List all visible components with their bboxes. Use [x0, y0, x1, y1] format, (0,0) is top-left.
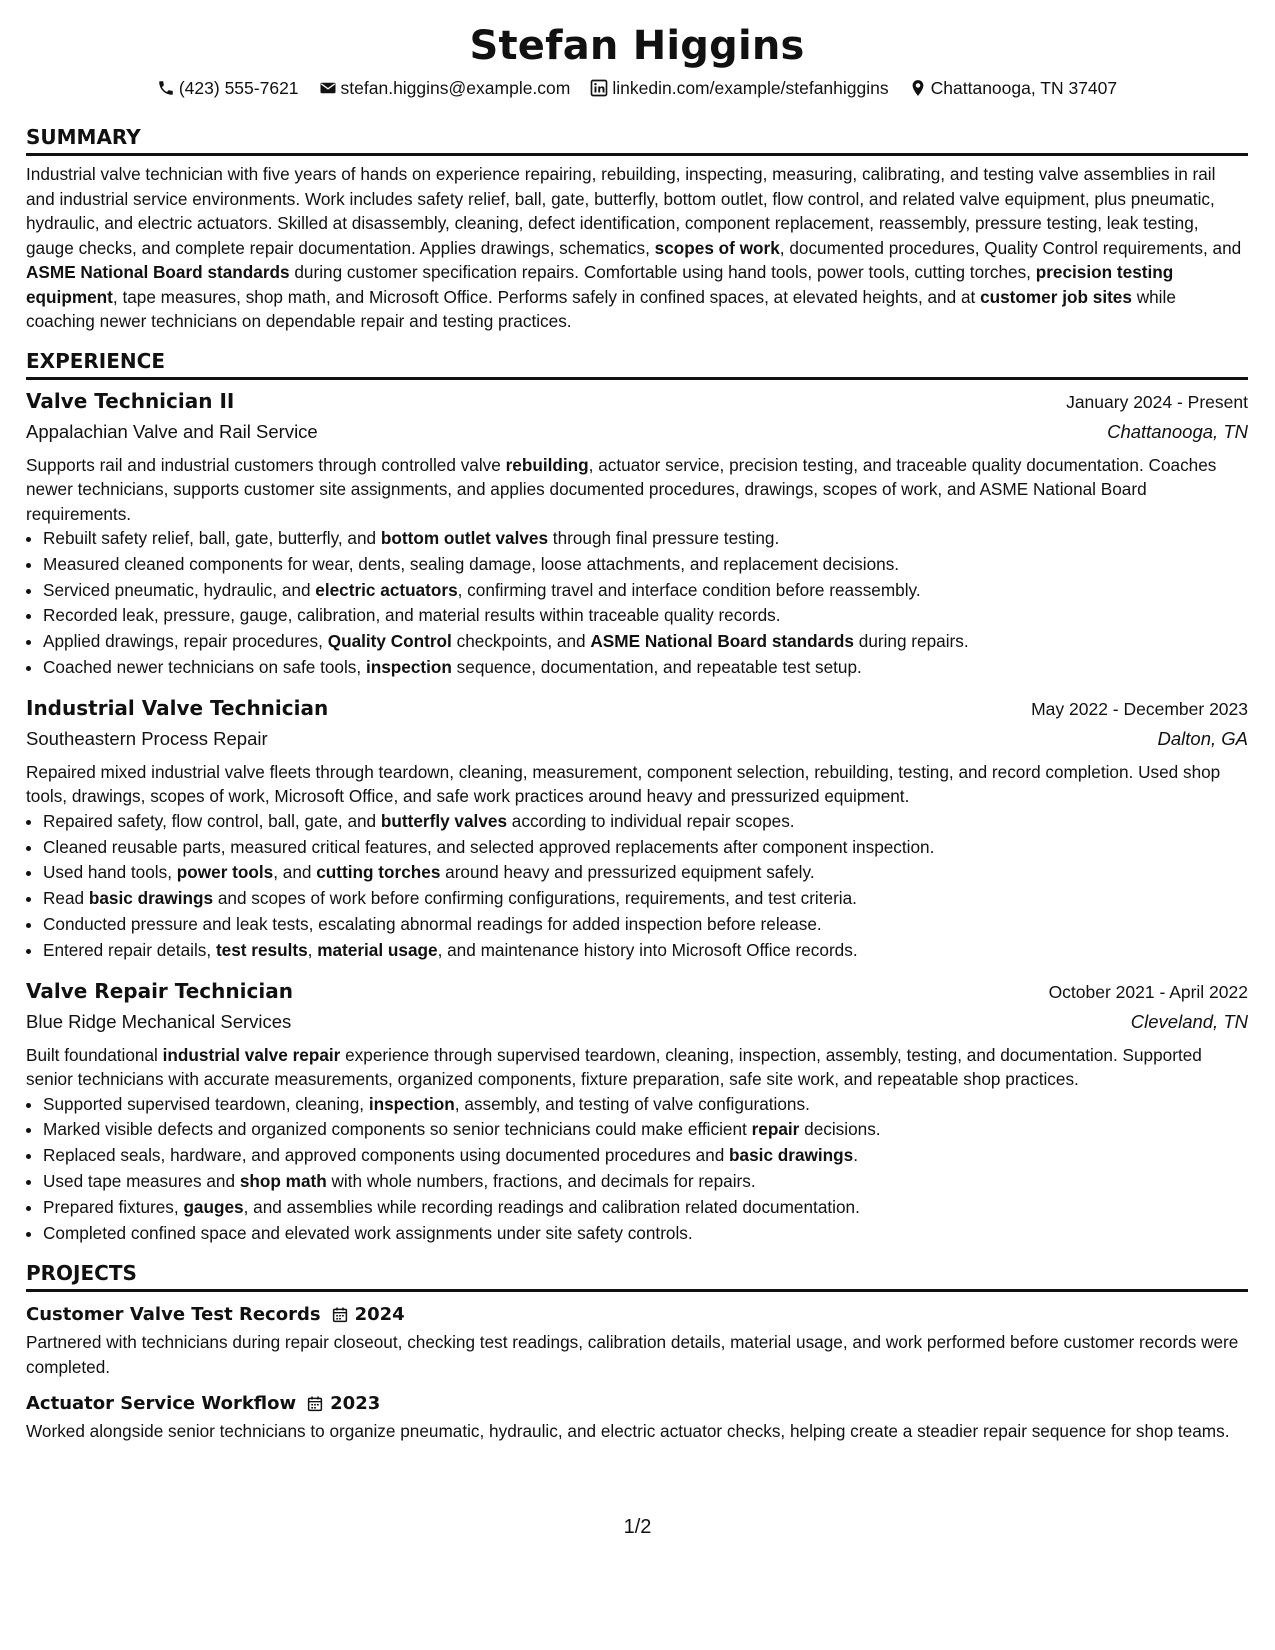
- bullet-item: • Coached newer technicians on safe tools, inspection sequence, documentation, and repeatable test setup.: [43, 655, 1248, 681]
- phone-text: (423) 555-7621: [178, 78, 299, 98]
- bold-keyword: repair: [751, 1119, 800, 1140]
- bullet-item: • Rebuilt safety relief, ball, gate, butterfly, and bottom outlet valves through final pressure testing.: [43, 526, 1248, 552]
- job-entry: [26, 976, 1248, 1247]
- bold-keyword: ASME National Board standards: [590, 631, 854, 652]
- project-entry: [26, 1389, 1248, 1444]
- project-name: Customer Valve Test Records: [26, 1304, 321, 1326]
- bold-keyword: basic drawings: [729, 1145, 854, 1166]
- linkedin-link[interactable]: linkedin.com/example/stefanhiggins: [612, 78, 889, 98]
- bold-keyword: scopes of work: [654, 237, 780, 258]
- bullet-item: • Conducted pressure and leak tests, escalating abnormal readings for added inspection before release.: [43, 912, 1248, 938]
- bullet-item: • Recorded leak, pressure, gauge, calibration, and material results within traceable quality records.: [43, 603, 1248, 629]
- bold-keyword: Quality Control: [327, 631, 452, 652]
- job-entry: [26, 693, 1248, 964]
- job-location: Chattanooga, TN: [1107, 420, 1248, 442]
- bold-keyword: rebuilding: [505, 454, 589, 475]
- bold-keyword: shop math: [239, 1170, 327, 1191]
- summary-text: Industrial valve technician with five years of hands on experience repairing, rebuilding, inspecting, measuring, calibrating, and testing valve assemblies in rail and industrial service environments. Work includes safety relief, ball, gate, butterfly, bottom outlet, flow control, and related valve equipment, plus pneumatic, hydraulic, and electric actuators. Skilled at disassembly, cleaning, defect identification, component replacement, reassembly, pressure testing, leak testing, gauge checks, and complete repair documentation. Applies drawings, schematics, scopes of work, documented procedures, Quality Control requirements, and ASME National Board standards during customer specification repairs. Comfortable using hand tools, power tools, cutting torches, precision testing equipment, tape measures, shop math, and Microsoft Office. Performs safely in confined spaces, at elevated heights, and at customer job sites while coaching newer technicians on dependable repair and testing practices.: [26, 164, 1242, 331]
- job-bullets: [26, 1092, 1248, 1247]
- linkedin-icon: [590, 79, 608, 97]
- bold-keyword: test results: [215, 939, 308, 960]
- bold-keyword: basic drawings: [88, 888, 214, 909]
- bold-keyword: inspection: [368, 1093, 455, 1114]
- contact-phone: [157, 76, 299, 100]
- contact-bar: [26, 76, 1248, 100]
- candidate-name: Stefan Higgins: [469, 23, 805, 69]
- bold-keyword: bottom outlet valves: [380, 528, 549, 548]
- contact-location: [909, 76, 1117, 100]
- bullet-item: • Serviced pneumatic, hydraulic, and electric actuators, confirming travel and interface condition before reassembly.: [43, 578, 1248, 604]
- experience-heading: EXPERIENCE: [26, 348, 1248, 380]
- bullet-item: • Prepared fixtures, gauges, and assemblies while recording readings and calibration related documentation.: [43, 1195, 1248, 1221]
- bold-keyword: industrial valve repair: [162, 1044, 341, 1065]
- bullet-item: • Entered repair details, test results, material usage, and maintenance history into Microsoft Office records.: [43, 938, 1248, 964]
- job-title: Valve Technician II: [26, 388, 235, 413]
- bold-keyword: electric actuators: [315, 579, 458, 600]
- bullet-item: • Repaired safety, flow control, ball, gate, and butterfly valves according to individual repair scopes.: [43, 809, 1248, 835]
- summary-section: [26, 124, 1248, 334]
- job-location: Dalton, GA: [1157, 727, 1248, 749]
- bullet-item: • Used tape measures and shop math with whole numbers, fractions, and decimals for repairs.: [43, 1169, 1248, 1195]
- bold-keyword: gauges: [183, 1196, 244, 1217]
- phone-icon: [157, 79, 175, 97]
- job-company: Blue Ridge Mechanical Services: [26, 1010, 292, 1032]
- job-description: Supports rail and industrial customers through controlled valve rebuilding, actuator service, precision testing, and traceable quality documentation. Coaches newer technicians, supports customer site assignments, and applies documented procedures, drawings, scopes of work, and ASME National Board requirements.: [26, 454, 1217, 524]
- bold-keyword: precision testing equipment: [26, 262, 1174, 307]
- bold-keyword: butterfly valves: [380, 810, 508, 831]
- email-link[interactable]: stefan.higgins@example.com: [340, 78, 571, 98]
- bold-keyword: cutting torches: [316, 862, 441, 883]
- bullet-item: • Completed confined space and elevated work assignments under site safety controls.: [43, 1221, 1248, 1247]
- projects-section: [26, 1260, 1248, 1444]
- job-location: Cleveland, TN: [1130, 1010, 1248, 1032]
- location-text: Chattanooga, TN 37407: [930, 78, 1118, 98]
- calendar-icon: [306, 1395, 324, 1413]
- projects-heading: PROJECTS: [26, 1260, 1248, 1292]
- job-title: Valve Repair Technician: [26, 978, 293, 1003]
- project-name: Actuator Service Workflow: [26, 1393, 297, 1415]
- job-dates: January 2024 - Present: [1066, 391, 1248, 412]
- contact-email[interactable]: [319, 76, 571, 100]
- job-title: Industrial Valve Technician: [26, 695, 329, 720]
- bold-keyword: customer job sites: [980, 286, 1132, 307]
- job-description: Built foundational industrial valve repair experience through supervised teardown, cleaning, inspection, assembly, testing, and documentation. Supported senior technicians with accurate measurements, organized components, fixture preparation, safe site work, and repeatable shop practices.: [26, 1044, 1202, 1090]
- map-pin-icon: [909, 79, 927, 97]
- bold-keyword: material usage: [317, 939, 438, 960]
- bullet-item: • Used hand tools, power tools, and cutting torches around heavy and pressurized equipment safely.: [43, 860, 1248, 886]
- bullet-item: • Read basic drawings and scopes of work before confirming configurations, requirements, and test criteria.: [43, 886, 1248, 912]
- project-description: Worked alongside senior technicians to organize pneumatic, hydraulic, and electric actuator checks, helping create a steadier repair sequence for shop teams.: [26, 1421, 1230, 1442]
- job-dates: October 2021 - April 2022: [1048, 981, 1248, 1002]
- experience-section: [26, 348, 1248, 1247]
- contact-linkedin[interactable]: [590, 76, 888, 100]
- project-year: 2023: [330, 1393, 381, 1415]
- job-dates: May 2022 - December 2023: [1031, 698, 1248, 719]
- bold-keyword: ASME National Board standards: [26, 262, 290, 282]
- job-bullets: [26, 809, 1248, 964]
- job-company: Southeastern Process Repair: [26, 727, 268, 749]
- job-description: Repaired mixed industrial valve fleets through teardown, cleaning, measurement, component selection, rebuilding, testing, and record completion. Used shop tools, drawings, scopes of work, Microsoft Office, and safe work practices around heavy and pressurized equipment.: [26, 761, 1221, 807]
- envelope-icon: [319, 79, 337, 97]
- bullet-item: • Marked visible defects and organized components so senior technicians could make efficient repair decisions.: [43, 1117, 1248, 1143]
- page-number: 1/2: [623, 1516, 652, 1538]
- job-bullets: [26, 526, 1248, 681]
- bold-keyword: inspection: [365, 656, 452, 677]
- bold-keyword: power tools: [176, 862, 274, 883]
- bullet-item: • Cleaned reusable parts, measured critical features, and selected approved replacements after component inspection.: [43, 835, 1248, 861]
- project-year: 2024: [354, 1304, 405, 1326]
- job-company: Appalachian Valve and Rail Service: [26, 420, 318, 442]
- job-entry: [26, 386, 1248, 681]
- calendar-icon: [331, 1306, 349, 1324]
- bullet-item: • Replaced seals, hardware, and approved components using documented procedures and basic drawings.: [43, 1143, 1248, 1169]
- bullet-item: • Measured cleaned components for wear, dents, sealing damage, loose attachments, and replacement decisions.: [43, 552, 1248, 578]
- project-description: Partnered with technicians during repair closeout, checking test readings, calibration details, material usage, and work performed before customer records were completed.: [26, 1332, 1239, 1377]
- bullet-item: • Applied drawings, repair procedures, Quality Control checkpoints, and ASME National Board standards during repairs.: [43, 629, 1248, 655]
- project-entry: [26, 1300, 1248, 1379]
- bullet-item: • Supported supervised teardown, cleaning, inspection, assembly, and testing of valve configurations.: [43, 1092, 1248, 1118]
- summary-heading: SUMMARY: [26, 124, 1248, 156]
